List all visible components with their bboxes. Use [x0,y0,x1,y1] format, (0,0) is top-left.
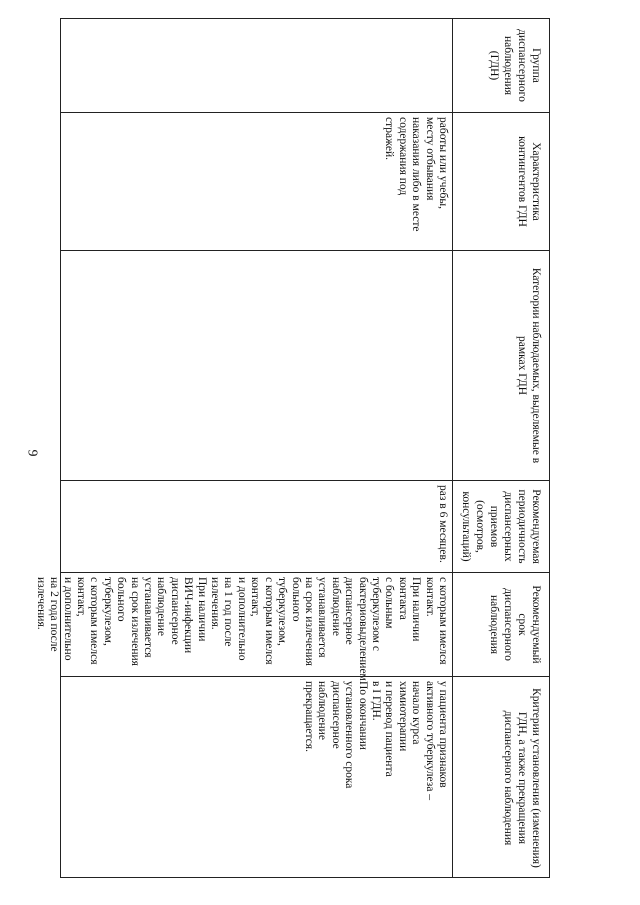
cell-categories [61,251,453,481]
cell-group [61,19,453,113]
cell-characteristics: работы или учебы, месту отбывания наказания либо в месте содержания под стражей. [61,113,453,251]
header-term: Рекомендуемый срок диспансерного наблюдения [453,573,549,677]
table-row [34,19,453,877]
header-periodicity: Рекомендуемая периодичность диспансерных приемов (осмотров, консультаций) [453,481,549,573]
cell-term: с которым имелся контакт. При наличии контакта с больным туберкулезом с бактериовыделением диспансерное наблюдение устанавливается на срок излечения больного туберкулезом, с которым имелся контакт, и дополнительно на 1 год после излечения. При наличии ВИЧ-инфекции диспансерное наблюдение устанавливается на срок излечения больного туберкулезом, с которым имелся контакт, и дополнительно на 2 года после излечения. [61,573,453,677]
observation-table [34,18,550,878]
header-categories: Категории наблюдаемых, выделяемые в рамках ГДН [453,251,549,481]
header-criteria: Критерии установления (изменения) ГДН, а также прекращения диспансерного наблюдения [502,688,542,868]
header-characteristics: Характеристика контингентов ГДН [453,113,549,251]
cell-periodicity: раз в 6 месяцев. [61,481,453,573]
page-number: 9 [24,449,40,457]
header-group: Группа диспансерного наблюдения (ГДН) [453,19,549,113]
cell-criteria: у пациента признаков активного туберкулеза – начало курса химиотерапии и перевод пациента в I ГДН. По окончании установленного срока диспансерное наблюдение прекращается. [302,681,449,801]
rotated-page-area [34,18,550,878]
table-header-row [452,19,549,877]
